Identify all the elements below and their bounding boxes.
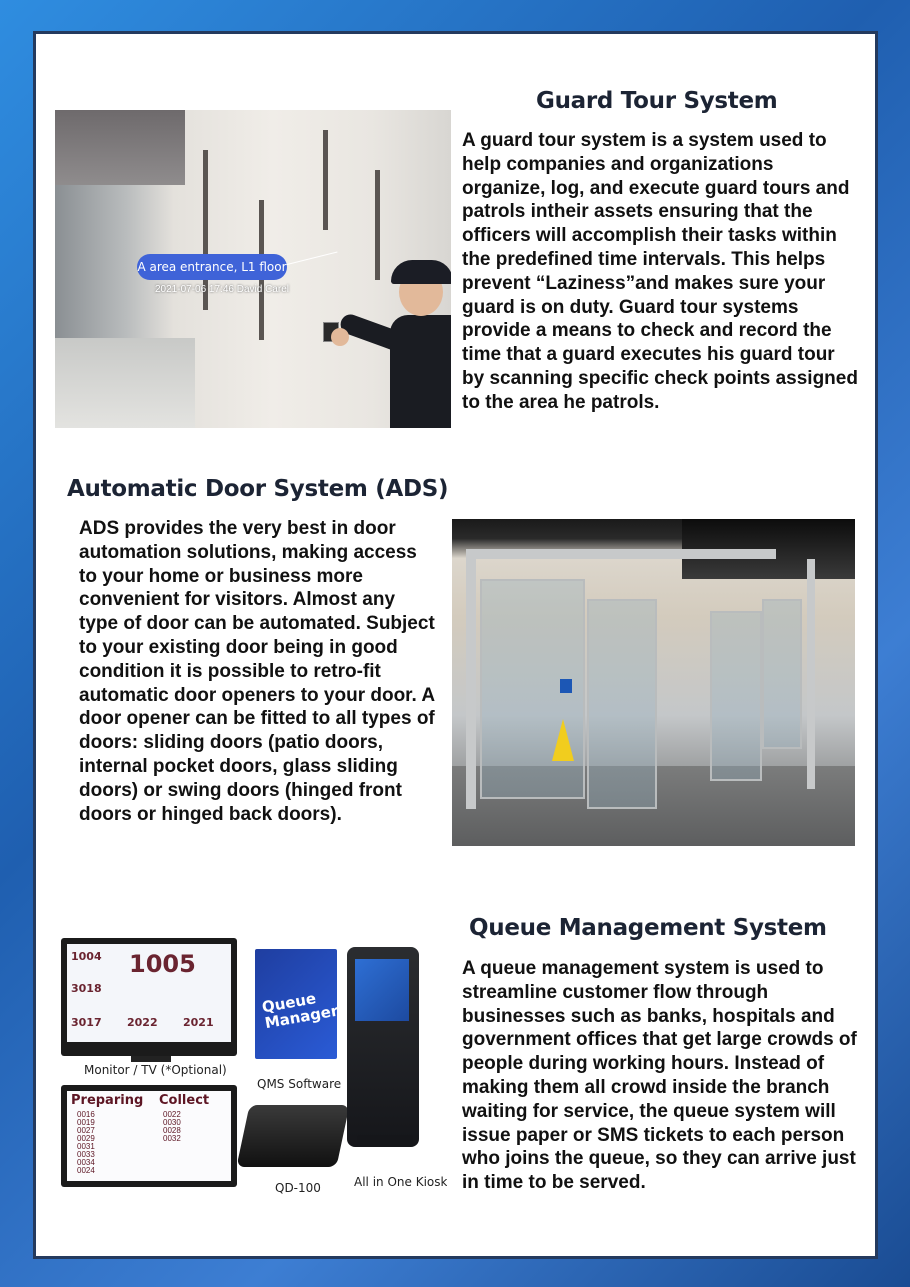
preparing-ticket: 0016: [77, 1110, 95, 1119]
kiosk-caption: All in One Kiosk: [354, 1175, 447, 1189]
ticket-number: 2022: [127, 1016, 158, 1029]
preparing-ticket: 0029: [77, 1134, 95, 1143]
preparing-ticket: 0024: [77, 1166, 95, 1175]
preparing-list: [77, 1111, 95, 1175]
kiosk-base: [357, 1135, 413, 1147]
ticket-number-current: 1005: [129, 950, 196, 978]
kiosk-screen: [355, 959, 409, 1021]
queue-system-figure: [57, 935, 447, 1200]
ticket-number: 2021: [183, 1016, 214, 1029]
queue-body: A queue management system is used to streamline customer flow through businesses such as banks, hospitals and government offices that get large crowds of people during working hours. Instead of making them all crowd inside the branch waiting for service, the queue system will issue paper or SMS tickets to each person who joins the queue, so they can arrive just in time to be served.: [462, 958, 857, 1194]
door-frame: [807, 559, 815, 789]
automatic-door-photo: [452, 519, 855, 846]
queue-title: Queue Management System: [469, 915, 827, 941]
monitor-caption: Monitor / TV (*Optional): [84, 1063, 227, 1077]
door-header: [476, 549, 776, 559]
preparing-ticket: 0034: [77, 1158, 95, 1167]
ceiling: [55, 110, 185, 185]
checkpoint-label: A area entrance, L1 floor: [137, 254, 287, 280]
collect-ticket: 0022: [163, 1110, 181, 1119]
glass-panel: [762, 599, 802, 749]
pointer-line: [283, 251, 338, 266]
guard-tour-title: Guard Tour System: [536, 88, 778, 114]
ticket-number: 3017: [71, 1016, 102, 1029]
preparing-ticket: 0031: [77, 1142, 95, 1151]
qd100-device: [236, 1105, 349, 1167]
preparing-ticket: 0033: [77, 1150, 95, 1159]
monitor-stand: [131, 1056, 171, 1062]
guard-tour-body: A guard tour system is a system used to help companies and organizations organize, log, and execute guard tours and patrols intheir assets ensuring that the officers will accomplish their tasks within the predefined time intervals. This helps prevent “Laziness”and makes sure your guard is on duty. Guard tour systems provide a means to check and record the time that a guard executes his guard tour by scanning specific check points assigned to the area he patrols.: [462, 130, 858, 413]
collect-ticket: 0028: [163, 1126, 181, 1135]
software-caption: QMS Software: [257, 1077, 342, 1091]
queue-display-screen: [67, 944, 231, 1042]
queue-display-monitor: [61, 938, 237, 1056]
ads-title: Automatic Door System (ADS): [67, 476, 449, 502]
device-caption: QD-100: [275, 1181, 321, 1195]
preparing-ticket: 0027: [77, 1126, 95, 1135]
checkpoint-timestamp: 2021-07-06 17:46 David Carel: [155, 284, 289, 295]
pickup-display-monitor: [61, 1085, 237, 1187]
collect-ticket: 0032: [163, 1134, 181, 1143]
software-box-label: Queue Manager: [260, 989, 340, 1033]
preparing-heading: Preparing: [71, 1093, 144, 1108]
preparing-ticket: 0019: [77, 1118, 95, 1127]
collect-list: [163, 1111, 181, 1143]
pickup-display-screen: [67, 1091, 231, 1181]
kiosk: [347, 947, 419, 1147]
ads-body: ADS provides the very best in door automation solutions, making access to your home or business more convenient for visitors. Almost any type of door can be automated. Subject to your existing door being in good condition it is possible to retro-fit automatic door openers to your door. A door opener can be fitted to all types of doors: sliding doors (patio doors, internal pocket doors, glass sliding doors) or swing doors (hinged front doors or hinged back doors).: [79, 518, 435, 825]
guard-cap: [391, 260, 451, 284]
collect-ticket: 0030: [163, 1118, 181, 1127]
sign: [560, 679, 572, 693]
guard-hand: [331, 328, 349, 346]
qms-software-box: [255, 949, 340, 1059]
collect-heading: Collect: [159, 1093, 210, 1108]
wall-strip: [323, 130, 328, 230]
door-frame: [466, 549, 476, 809]
wall-strip: [375, 170, 380, 280]
ticket-number: 3018: [71, 982, 102, 995]
ticket-number: 1004: [71, 950, 102, 963]
sliding-door-right: [710, 611, 762, 781]
floor: [55, 338, 195, 428]
guard-body: [390, 315, 451, 428]
sliding-door-left: [587, 599, 657, 809]
guard-tour-photo: [55, 110, 451, 428]
